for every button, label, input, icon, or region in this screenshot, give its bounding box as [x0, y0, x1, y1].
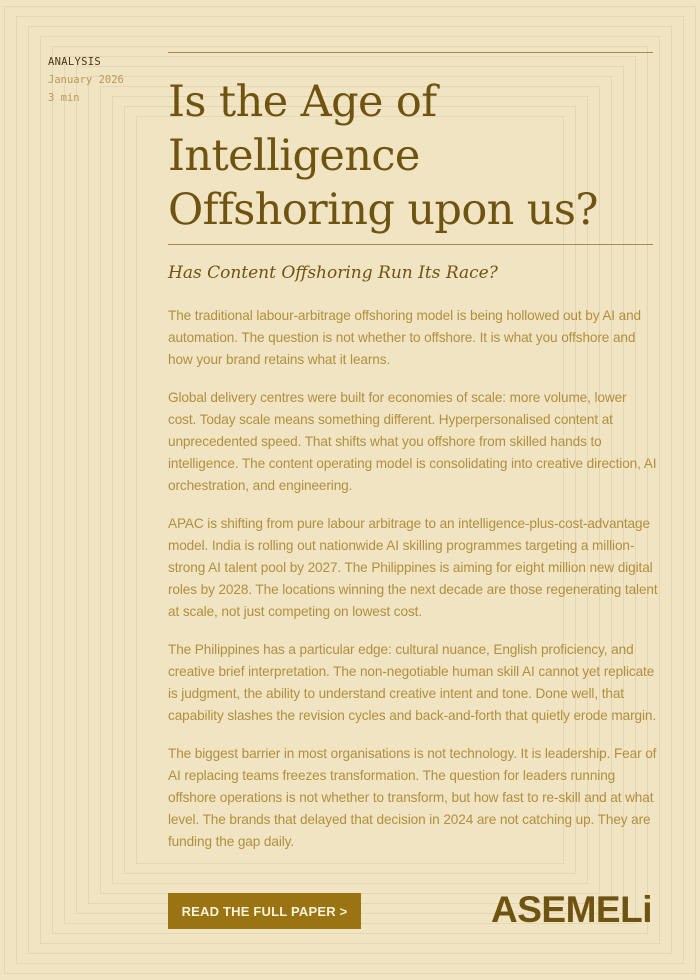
- paragraph: Global delivery centres were built for economies of scale: more volume, lower cost. Today scale means something different. Hyperpersonalised content at unprecedented speed. That shifts what you offshore from skilled hands to intelligence. The content operating model is consolidating into creative direction, AI orchestration, and engineering.: [168, 390, 657, 493]
- brand-logo: ASEMELi: [491, 889, 652, 930]
- read-full-paper-button[interactable]: READ THE FULL PAPER >: [168, 893, 361, 929]
- paragraph: The biggest barrier in most organisations is not technology. It is leadership. Fear of AI replacing teams freezes transformation. The question for leaders running offshore operations is not whether to transform, but how fast to re-skill and at what level. The brands that delayed that decision in 2024 are not catching up. They are funding the gap daily.: [168, 746, 657, 849]
- article-title: Is the Age of Intelligence Offshoring upon us?: [168, 77, 598, 235]
- article-date: January 2026: [48, 74, 124, 86]
- article-type: ANALYSIS: [48, 56, 101, 68]
- paragraph: APAC is shifting from pure labour arbitrage to an intelligence-plus-cost-advantage model. India is rolling out nationwide AI skilling programmes targeting a million-strong AI talent pool by 2027. The Philippines is aiming for eight million new digital roles by 2028. The locations winning the next decade are those regenerating talent at scale, not just competing on lowest cost.: [168, 516, 658, 619]
- article-body: [168, 305, 658, 869]
- read-time: 3 min: [48, 92, 80, 104]
- paragraph: The Philippines has a particular edge: cultural nuance, English proficiency, and creative brief interpretation. The non-negotiable human skill AI cannot yet replicate is judgment, the ability to understand creative intent and tone. Done well, that capability slashes the revision cycles and back-and-forth that quietly erode margin.: [168, 642, 657, 723]
- title-divider: [168, 244, 653, 245]
- article-meta: [48, 53, 124, 107]
- article-subtitle: Has Content Offshoring Run Its Race?: [168, 263, 498, 283]
- paragraph: The traditional labour-arbitrage offshoring model is being hollowed out by AI and automation. The question is not whether to offshore. It is what you offshore and how your brand retains what it learns.: [168, 308, 642, 367]
- top-divider: [168, 52, 653, 53]
